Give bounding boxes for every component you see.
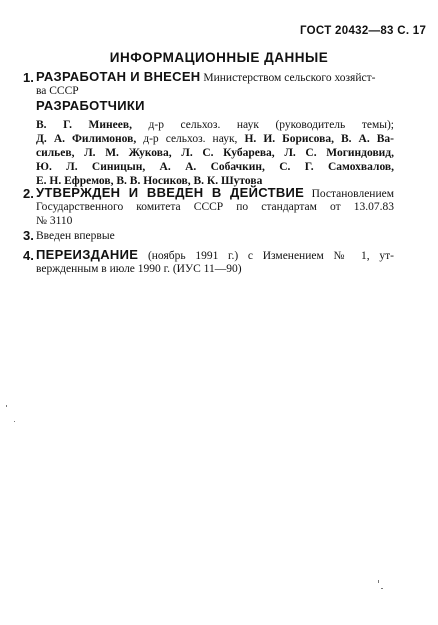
document-title: ИНФОРМАЦИОННЫЕ ДАННЫЕ — [109, 50, 329, 65]
developers-line-5: Е. Н. Ефремов, В. В. Носиков, В. К. Шутова — [36, 175, 263, 187]
item-text: Министерством сельского хозяйст- — [203, 72, 376, 84]
developer-title: д-р сельхоз. наук, — [143, 133, 238, 145]
item-2-line-1 — [36, 186, 394, 201]
item-number: 3. — [23, 228, 34, 243]
item-1-line-2: ва СССР — [36, 85, 79, 97]
item-3-text: Введен впервые — [36, 230, 115, 242]
item-4-line-2: вержденным в июле 1990 г. (ИУС 11—90) — [36, 263, 242, 275]
developers-line-2 — [36, 132, 394, 146]
scan-speck — [6, 405, 7, 407]
item-heading: РАЗРАБОТАН И ВНЕСЕН — [36, 69, 201, 84]
item-1-line-1 — [36, 70, 394, 85]
developer-title: д-р сельхоз. наук (руководитель темы); — [148, 119, 395, 131]
item-number: 1. — [23, 70, 34, 85]
item-number: 4. — [23, 248, 34, 263]
developer-name: В. Г. Минеев, — [36, 119, 132, 131]
developers-line-1 — [36, 118, 394, 132]
page-header: ГОСТ 20432—83 С. 17 — [300, 25, 427, 37]
scan-speck — [381, 588, 383, 589]
developer-name: Д. А. Филимонов, — [36, 133, 137, 145]
developers-heading: РАЗРАБОТЧИКИ — [36, 98, 145, 113]
item-4-line-1 — [36, 248, 394, 263]
item-number: 2. — [23, 186, 34, 201]
developers-line-4: Ю. Л. Синицын, А. А. Собачкин, С. Г. Самохвалов, — [36, 161, 394, 173]
item-heading: УТВЕРЖДЕН И ВВЕДЕН В ДЕЙСТВИЕ — [36, 185, 305, 200]
developers-line-3: сильев, Л. М. Жукова, Л. С. Кубарева, Л. С. Могиндовид, — [36, 147, 394, 159]
item-2-line-2: Государственного комитета СССР по стандартам от 13.07.83 — [36, 201, 394, 213]
developer-names: Н. И. Борисова, В. А. Ва- — [244, 133, 394, 145]
scan-speck — [14, 421, 15, 422]
item-heading: ПЕРЕИЗДАНИЕ — [36, 247, 139, 262]
scan-speck — [378, 580, 379, 583]
item-text: (ноябрь 1991 г.) с Изменением № 1, ут- — [147, 250, 394, 262]
item-2-line-3: № 3110 — [36, 215, 73, 227]
item-text: Постановлением — [311, 188, 394, 200]
